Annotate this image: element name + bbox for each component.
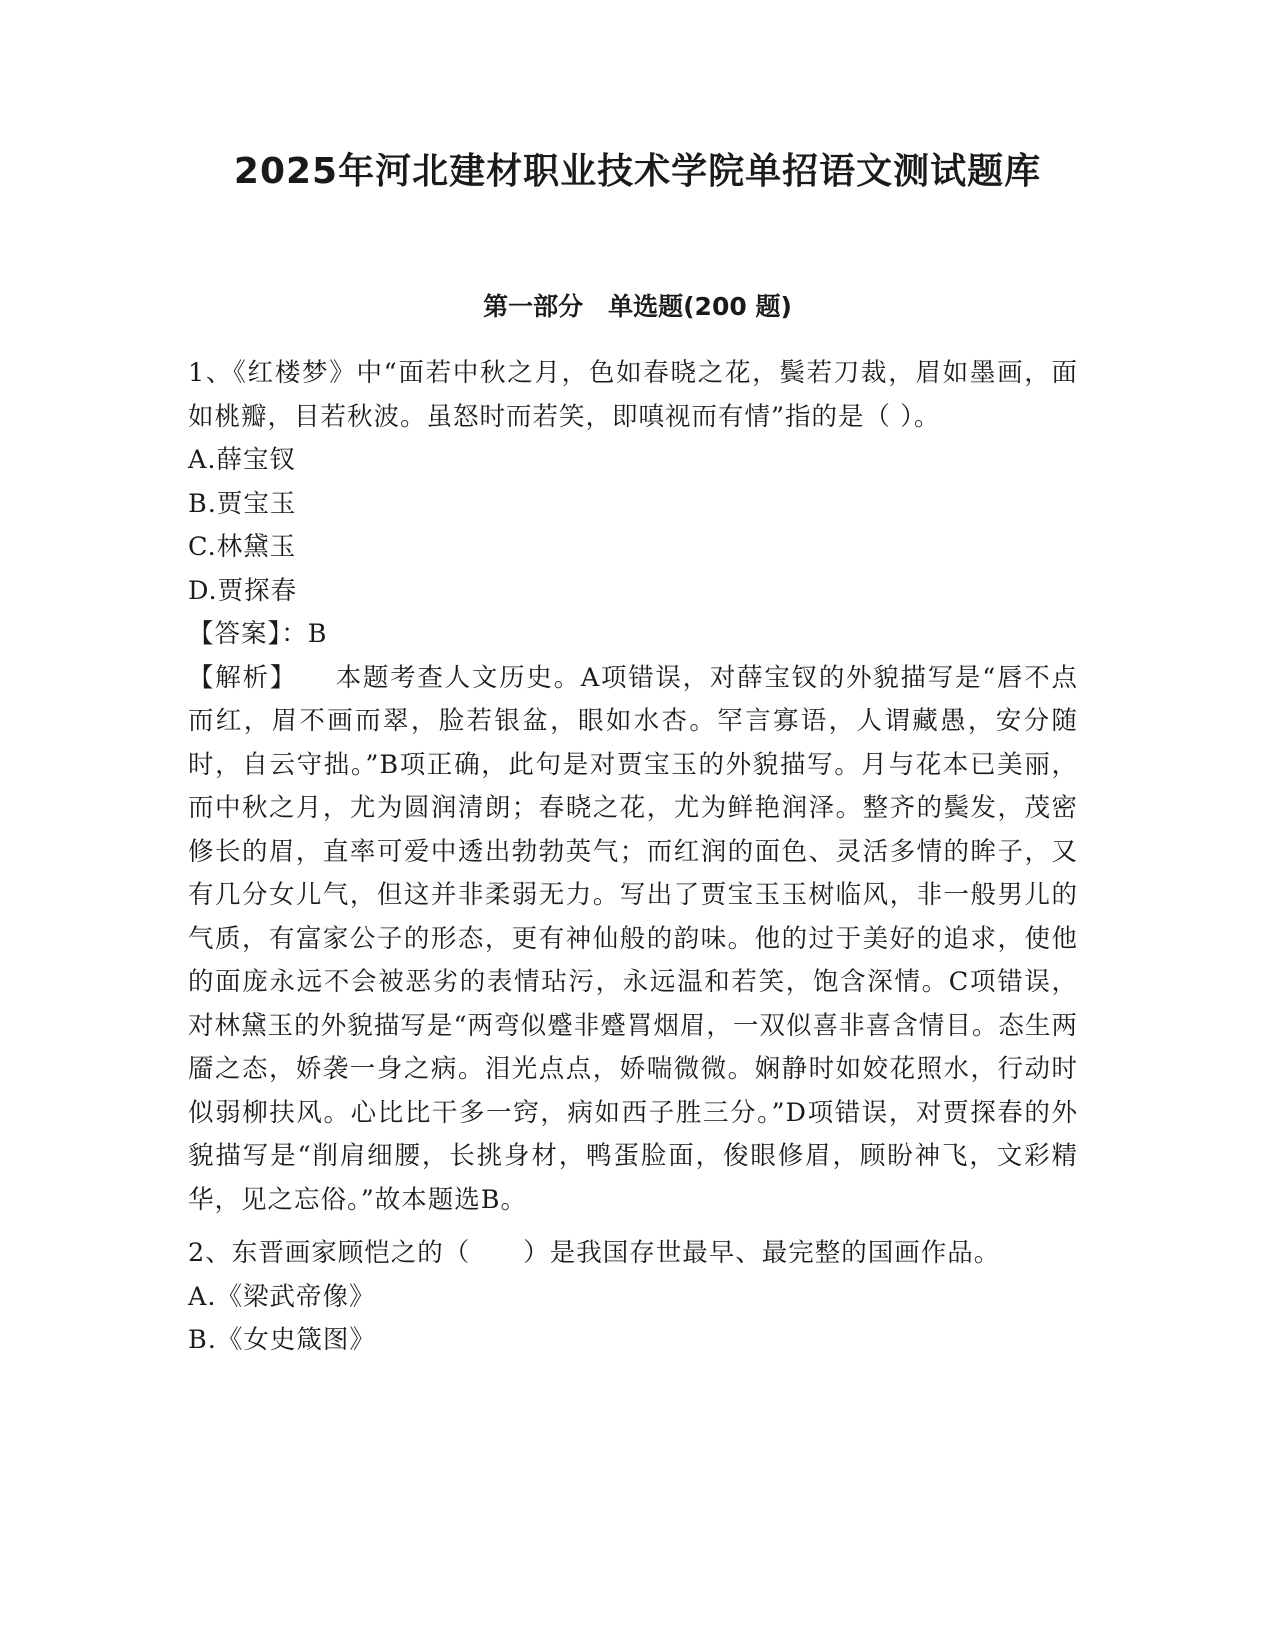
option-a: A.薛宝钗 xyxy=(188,445,297,475)
option-a: A.《梁武帝像》 xyxy=(188,1281,376,1312)
question-stem: 1、《红楼梦》中“面若中秋之月，色如春晓之花，鬓若刀裁，眉如墨画，面如桃瓣，目若秋波。虽怒时而若笑，即嗔视而有情”指的是（ ）。 xyxy=(188,358,1078,432)
option-b: B.贾宝玉 xyxy=(188,488,297,519)
answer-value: B xyxy=(307,619,328,649)
answer-label: 【答案】： xyxy=(188,619,308,649)
explanation xyxy=(188,657,1078,1223)
option-list xyxy=(188,1276,1078,1363)
document-title: 2025年河北建材职业技术学院单招语文测试题库 xyxy=(233,151,1042,192)
option-list xyxy=(188,439,1078,613)
option-d: D.贾探春 xyxy=(188,575,298,606)
answer-line xyxy=(188,613,1078,657)
option-c: C.林黛玉 xyxy=(188,532,297,562)
section-title: 第一部分 单选题(200 题) xyxy=(483,292,792,321)
explanation-text: 本题考查人文历史。A项错误，对薛宝钗的外貌描写是“唇不点而红，眉不画而翠，脸若银盆，眼如水杏。罕言寡语，人谓藏愚，安分随时，自云守拙。”B项正确，此句是对贾宝玉的外貌描写。月与花本已美丽，而中秋之月，尤为圆润清朗；春晓之花，尤为鲜艳润泽。整齐的鬓发，茂密修长的眉，直率可爱中透出勃勃英气；而红润的面色、灵活多情的眸子，又有几分女儿气，但这并非柔弱无力。写出了贾宝玉玉树临风，非一般男儿的气质，有富家公子的形态，更有神仙般的韵味。他的过于美好的追求，使他的面庞永远不会被恶劣的表情玷污，永远温和若笑，饱含深情。C项错误，对林黛玉的外貌描写是“两弯似蹙非蹙罥烟眉，一双似喜非喜含情目。态生两靥之态，娇袭一身之病。泪光点点，娇喘微微。娴静时如姣花照水，行动时似弱柳扶风。心比比干多一窍，病如西子胜三分。”D项错误，对贾探春的外貌描写是“削肩细腰，长挑身材，鸭蛋脸面，俊眼修眉，顾盼神飞，文彩精华，见之忘俗。”故本题选B。 xyxy=(188,662,1078,1215)
question-2 xyxy=(188,1232,1078,1363)
question-stem: 2、东晋画家顾恺之的（ ）是我国存世最早、最完整的国画作品。 xyxy=(188,1238,1001,1268)
question-list xyxy=(188,352,1078,1363)
option-b: B.《女史箴图》 xyxy=(188,1325,376,1355)
explanation-label: 【解析】 xyxy=(188,662,297,693)
question-1 xyxy=(188,352,1078,1222)
